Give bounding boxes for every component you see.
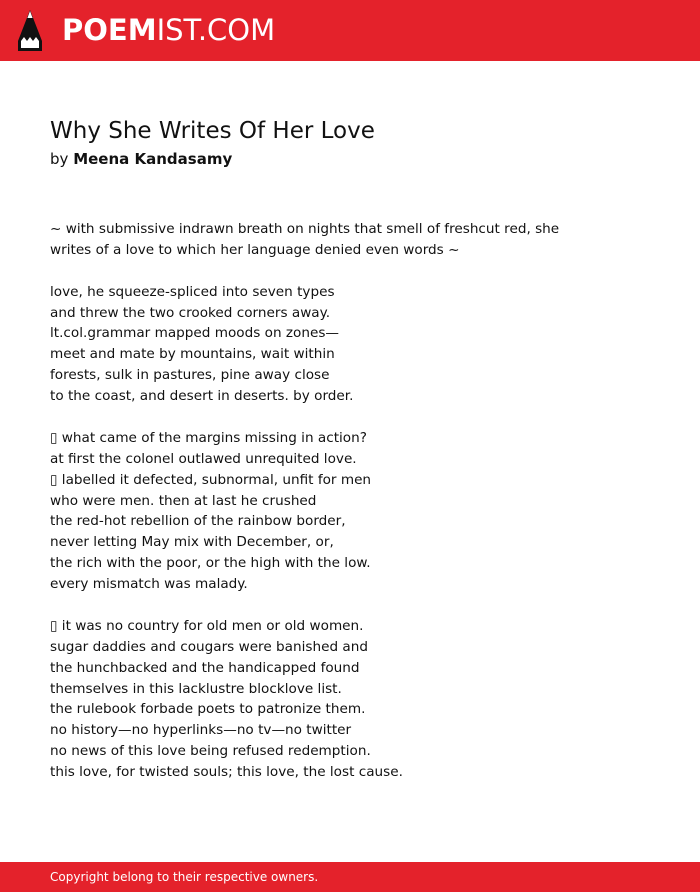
logo-bold-text: POEM [62,13,157,47]
poem-line: to the coast, and desert in deserts. by order. [50,388,354,405]
author-name: Meena Kandasamy [73,150,233,168]
poem-line: no news of this love being refused redemption. [50,743,371,760]
pencil-icon[interactable] [18,10,42,51]
poem-line: ▯ labelled it defected, subnormal, unfit for men [50,471,372,488]
poem-line: writes of a love to which her language denied even words ~ [50,241,460,258]
poem-line: never letting May mix with December, or, [50,534,334,551]
site-logo[interactable] [62,13,275,47]
stanza-break [50,595,670,616]
stanza-break [50,407,670,428]
poem-line: ▯ it was no country for old men or old women. [50,617,364,634]
poem-line: the rulebook forbade poets to patronize them. [50,701,366,718]
poem-line: themselves in this lacklustre blocklove list. [50,680,342,697]
poem-line: at first the colonel outlawed unrequited love. [50,450,357,467]
poem-body [50,219,670,783]
poem-line: sugar daddies and cougars were banished and [50,638,368,655]
poem-line: the red-hot rebellion of the rainbow border, [50,513,346,530]
poem-line: the hunchbacked and the handicapped found [50,659,360,676]
poem-line: lt.col.grammar mapped moods on zones— [50,325,339,342]
poem-line: this love, for twisted souls; this love, the lost cause. [50,764,403,781]
poem-line: love, he squeeze-spliced into seven types [50,283,335,300]
poem-line: and threw the two crooked corners away. [50,304,331,321]
logo-light-text: IST.COM [156,13,276,47]
poem-line: ~ with submissive indrawn breath on nights that smell of freshcut red, she [50,221,560,237]
poem-line: the rich with the poor, or the high with the low. [50,555,371,572]
site-footer [0,862,700,892]
poem-line: every mismatch was malady. [50,576,248,593]
poem-line: ▯ what came of the margins missing in action? [50,429,367,446]
copyright-notice: Copyright belong to their respective owners. [50,870,319,884]
byline [50,149,232,169]
poem-title: Why She Writes Of Her Love [50,118,375,144]
poem-line: forests, sulk in pastures, pine away close [50,367,330,384]
poem-line: who were men. then at last he crushed [50,492,317,509]
poem-line: no history—no hyperlinks—no tv—no twitter [50,722,352,739]
stanza-break [50,261,670,282]
poem-line: meet and mate by mountains, wait within [50,346,335,363]
site-header [0,0,700,61]
by-label: by [50,150,69,168]
